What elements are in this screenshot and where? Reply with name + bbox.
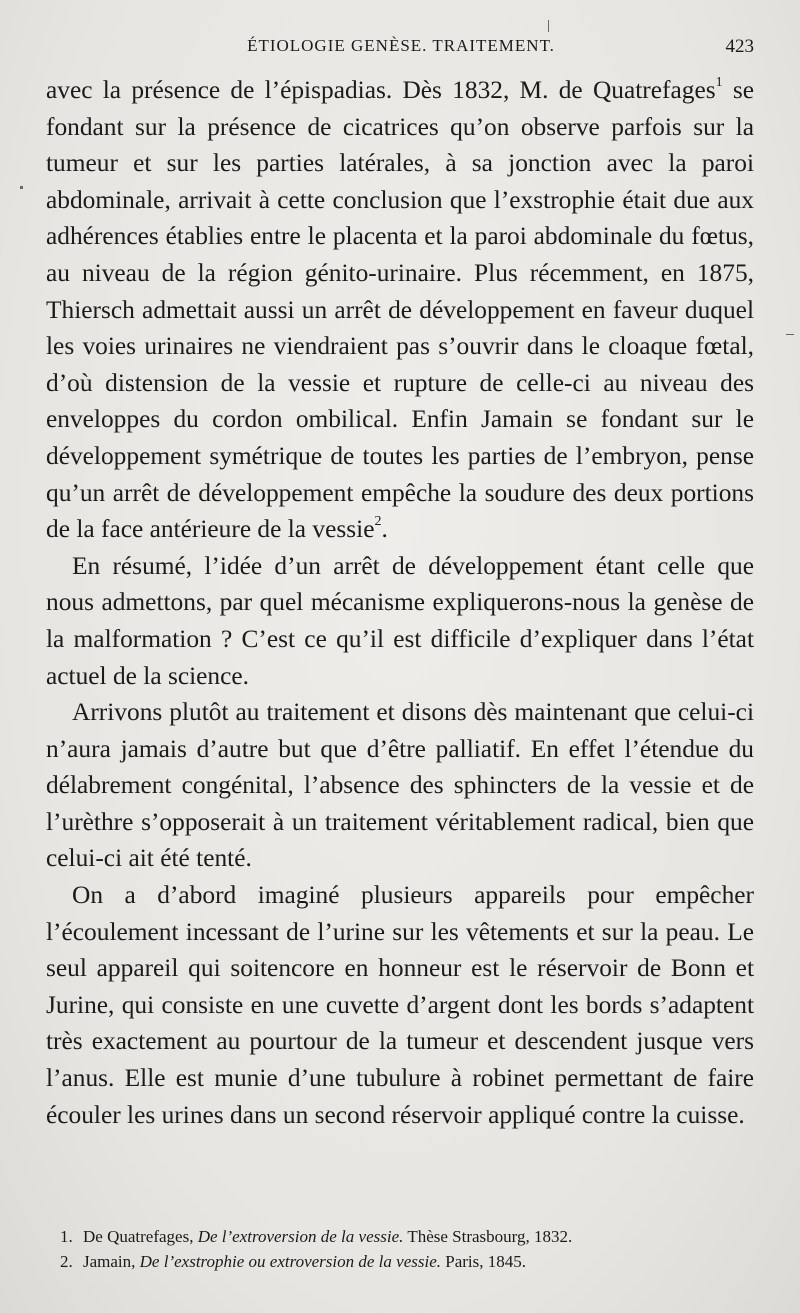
paragraph-appliances: On a d’abord imaginé plusieurs appareils pour empêcher l’écoulement incessant de l’urine sur les vêtements et sur la peau. Le seul appareil qui soitencore en honneur est le réservoir de Bonn et Jurine, qui consiste en une cuvette d’argent dont les bords s’adaptent très exactement au pourtour de la tumeur et descendent jusque vers l’anus. Elle est munie d’une tubulure à robinet permettant de faire écouler les urines dans un second réservoir appliqué contre la cuisse. xyxy=(46,881,754,1129)
page-number: 423 xyxy=(725,36,754,57)
margin-speck xyxy=(20,186,23,189)
footnote xyxy=(60,1249,754,1274)
footnote-ref: 1 xyxy=(715,75,723,90)
paragraph-text: avec la présence de l’épispadias. Dès 1832, M. de Quatrefages xyxy=(46,76,716,104)
footnote-author: De Quatrefages, xyxy=(83,1227,194,1246)
footnote xyxy=(60,1224,754,1249)
footnotes xyxy=(60,1224,754,1274)
paragraph-text: . xyxy=(381,515,388,544)
footnote-source: Paris, 1845. xyxy=(445,1252,526,1271)
margin-speck xyxy=(786,334,794,335)
footnote-title: De l’exstrophie ou extroversion de la vessie. xyxy=(139,1252,441,1271)
margin-speck xyxy=(548,20,549,32)
footnote-number: 2. xyxy=(60,1252,73,1271)
footnote-title: De l’extroversion de la vessie. xyxy=(197,1227,404,1246)
paragraph-etiology xyxy=(46,72,754,548)
paragraph-summary: En résumé, l’idée d’un arrêt de développement étant celle que nous admettons, par quel mécanisme expliquerons-nous la genèse de la malformation ? C’est ce qu’il est difficile d’expliquer dans l’état actuel de la science. xyxy=(46,551,754,690)
footnote-source: Thèse Strasbourg, 1832. xyxy=(407,1227,573,1246)
footnote-ref: 2 xyxy=(374,514,382,530)
paragraph-treatment: Arrivons plutôt au traitement et disons dès maintenant que celui-ci n’aura jamais d’autre but que d’être palliatif. En effet l’étendue du délabrement congénital, l’absence des sphincters de la vessie et de l’urèthre s’opposerait à un traitement véritablement radical, bien que celui-ci ait été tenté. xyxy=(46,698,754,873)
footnote-author: Jamain, xyxy=(83,1252,136,1271)
running-head: ÉTIOLOGIE GENÈSE. TRAITEMENT. xyxy=(247,36,555,55)
paragraph-text: se fondant sur la présence de cicatrices qu’on observe parfois sur la tumeur et sur les parties latérales, à sa jonction avec la paroi abdominale, arrivait à cette conclusion que l’exstrophie était due aux adhérences établies entre le placenta et la paroi abdominale du fœtus, au niveau de la région génito-urinaire. Plus récemment, en 1875, Thiersch admettait aussi un arrêt de développement en faveur duquel les voies urinaires ne viendraient pas s’ouvrir dans le cloaque fœtal, d’où distension de la vessie et rupture de celle-ci au niveau des enveloppes du cordon ombilical. Enfin Jamain se fondant sur le développement symétrique de toutes les parties de l’embryon, pense qu’un arrêt de développement empêche la soudure des deux portions de la face antérieure de la vessie xyxy=(46,76,754,544)
body-text xyxy=(46,72,754,1133)
footnote-number: 1. xyxy=(60,1227,73,1246)
page-header xyxy=(48,36,754,60)
